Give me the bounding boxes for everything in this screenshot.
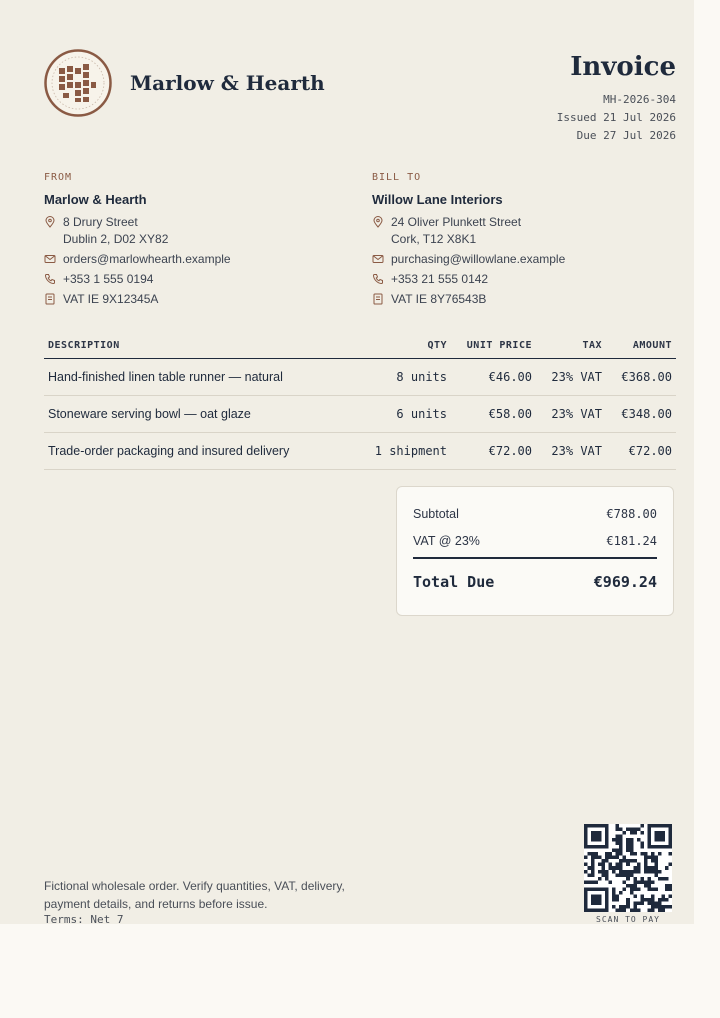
item-amount: €368.00: [606, 359, 676, 396]
from-phone[interactable]: +353 1 555 0194: [63, 272, 154, 286]
brand-name: Marlow & Hearth: [130, 71, 325, 95]
phone-icon: [44, 273, 56, 285]
document-icon: [44, 293, 56, 305]
bill-to-phone-row: [372, 271, 682, 288]
item-description: Hand-finished linen table runner — natural: [44, 359, 360, 396]
subtotal-row: [413, 507, 657, 521]
header-amount: AMOUNT: [606, 332, 676, 359]
bill-to-name: Willow Lane Interiors: [372, 192, 503, 207]
footer-note: Fictional wholesale order. Verify quantities, VAT, delivery, payment details, and returns before issue.: [44, 879, 345, 911]
bill-to-block: [372, 172, 682, 311]
line-items-table: [44, 332, 676, 470]
item-description: Trade-order packaging and insured delivery: [44, 433, 360, 470]
from-address-line2: Dublin 2, D02 XY82: [63, 232, 169, 246]
total-due-value: €969.24: [593, 573, 657, 591]
from-vat: VAT IE 9X12345A: [63, 292, 159, 306]
from-vat-row: [44, 291, 354, 308]
document-icon: [372, 293, 384, 305]
total-due-row: [413, 573, 657, 591]
item-description: Stoneware serving bowl — oat glaze: [44, 396, 360, 433]
invoice-number: MH-2026-304: [603, 93, 676, 106]
bill-to-label: BILL TO: [372, 172, 422, 183]
bill-to-address-line2: Cork, T12 X8K1: [391, 232, 477, 246]
qr-caption: SCAN TO PAY: [596, 915, 660, 924]
from-email[interactable]: orders@marlowhearth.example: [63, 252, 231, 266]
payment-terms: Terms: Net 7: [44, 913, 124, 924]
bill-to-email-row: [372, 251, 682, 268]
totals-divider: [413, 557, 657, 559]
table-header-row: [44, 332, 676, 359]
table-row: [44, 396, 676, 433]
mail-icon: [44, 253, 56, 265]
location-pin-icon: [372, 216, 384, 228]
header-unit-price: UNIT PRICE: [451, 332, 536, 359]
totals-card: [396, 486, 674, 616]
bill-to-address: [372, 214, 682, 248]
from-address-line1: 8 Drury Street: [63, 215, 138, 229]
from-block: [44, 172, 354, 311]
bill-to-address-line1: 24 Oliver Plunkett Street: [391, 215, 522, 229]
location-pin-icon: [44, 216, 56, 228]
bill-to-vat: VAT IE 8Y76543B: [391, 292, 487, 306]
from-phone-row: [44, 271, 354, 288]
item-qty: 1 shipment: [360, 433, 451, 470]
vat-value: €181.24: [606, 534, 657, 548]
total-due-label: Total Due: [413, 573, 495, 591]
item-tax: 23% VAT: [536, 396, 606, 433]
qr-code-icon[interactable]: [584, 824, 672, 912]
item-tax: 23% VAT: [536, 433, 606, 470]
bill-to-phone[interactable]: +353 21 555 0142: [391, 272, 489, 286]
from-email-row: [44, 251, 354, 268]
header-tax: TAX: [536, 332, 606, 359]
invoice-meta: [557, 91, 676, 145]
bill-to-email[interactable]: purchasing@willowlane.example: [391, 252, 566, 266]
item-amount: €348.00: [606, 396, 676, 433]
due-date: Due 27 Jul 2026: [576, 129, 676, 142]
mail-icon: [372, 253, 384, 265]
from-label: FROM: [44, 172, 73, 183]
invoice-title: Invoice: [570, 52, 676, 82]
item-qty: 8 units: [360, 359, 451, 396]
item-unit-price: €58.00: [451, 396, 536, 433]
issue-date: Issued 21 Jul 2026: [556, 111, 676, 124]
from-name: Marlow & Hearth: [44, 192, 147, 207]
item-qty: 6 units: [360, 396, 451, 433]
subtotal-label: Subtotal: [413, 507, 459, 521]
item-amount: €72.00: [606, 433, 676, 470]
item-tax: 23% VAT: [536, 359, 606, 396]
header-qty: QTY: [360, 332, 451, 359]
table-row: [44, 433, 676, 470]
table-row: [44, 359, 676, 396]
vat-row: [413, 534, 657, 548]
subtotal-value: €788.00: [606, 507, 657, 521]
from-address: [44, 214, 354, 248]
phone-icon: [372, 273, 384, 285]
checkered-seal-icon: [44, 49, 112, 117]
header-description: DESCRIPTION: [44, 332, 360, 359]
vat-label: VAT @ 23%: [413, 534, 480, 548]
bill-to-vat-row: [372, 291, 682, 308]
item-unit-price: €46.00: [451, 359, 536, 396]
item-unit-price: €72.00: [451, 433, 536, 470]
